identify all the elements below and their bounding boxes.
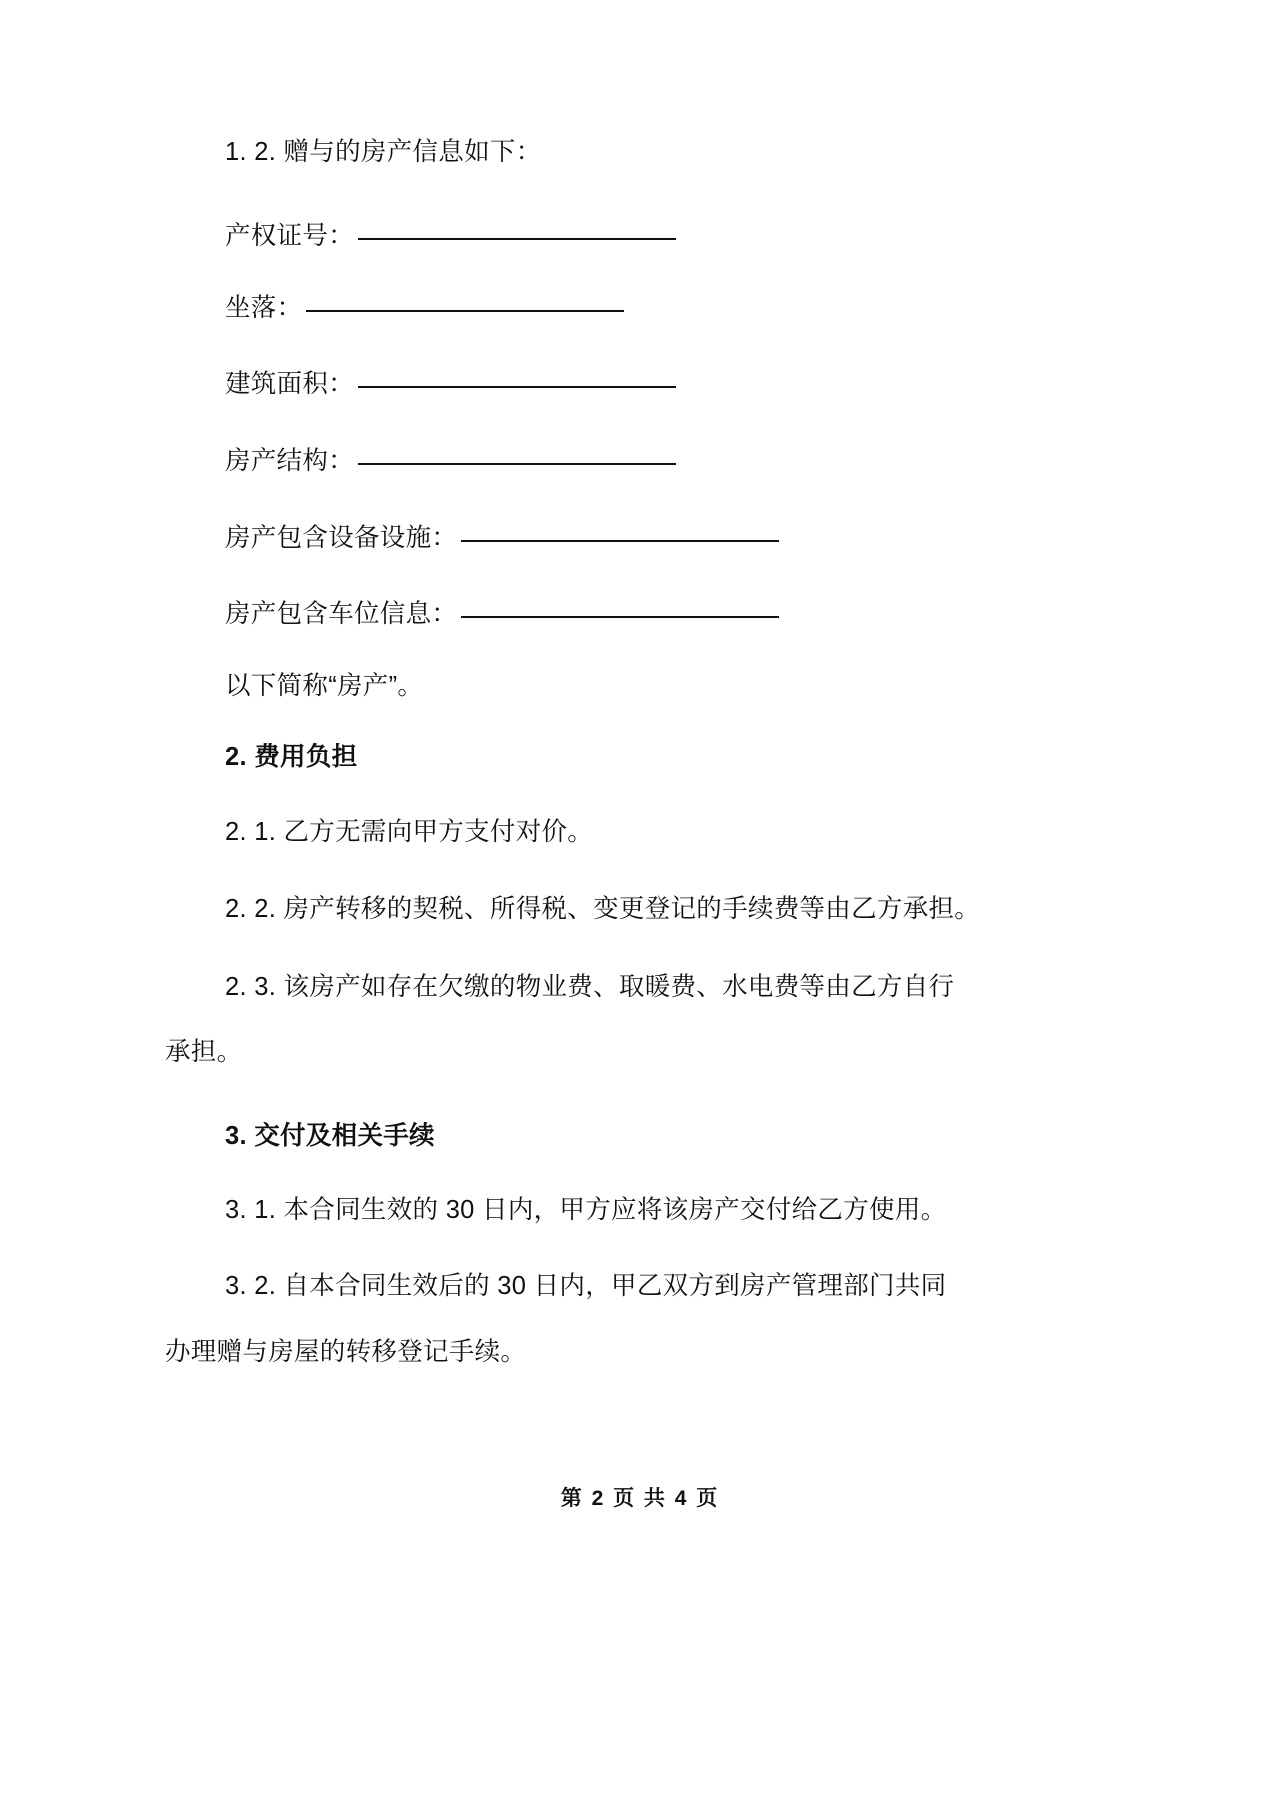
field-label: 坐落： [225, 294, 303, 322]
clause-1-2-heading [165, 140, 542, 166]
field-included-parking [165, 602, 779, 628]
clause-3-2-continuation-text: 办理赠与房屋的转移登记手续。 [165, 1338, 527, 1366]
field-included-equipment [165, 526, 779, 552]
clause-2-3-text: 2. 3. 该房产如存在欠缴的物业费、取暖费、水电费等由乙方自行 [225, 973, 955, 1001]
clause-2-2-text: 2. 2. 房产转移的契税、所得税、变更登记的手续费等由乙方承担。 [225, 895, 981, 923]
field-property-certificate-number [165, 224, 676, 250]
clause-1-2-heading-text: 1. 2. 赠与的房产信息如下： [225, 138, 542, 166]
field-blank-line[interactable] [461, 616, 779, 618]
section-3-heading-text: 3. 交付及相关手续 [225, 1122, 435, 1150]
clause-2-2 [165, 897, 980, 923]
page-number-label: 第 2 页 共 4 页 [560, 1487, 720, 1510]
field-blank-line[interactable] [358, 463, 676, 465]
clause-2-3-continuation [165, 1040, 242, 1066]
field-label: 建筑面积： [225, 370, 355, 398]
clause-2-3-continuation-text: 承担。 [165, 1038, 243, 1066]
clause-2-1-text: 2. 1. 乙方无需向甲方支付对价。 [225, 818, 594, 846]
field-location [165, 296, 624, 322]
field-label: 产权证号： [225, 222, 355, 250]
field-label: 房产包含设备设施： [225, 524, 458, 552]
field-blank-line[interactable] [461, 540, 779, 542]
clause-3-1 [165, 1198, 946, 1224]
property-alias-line [165, 674, 423, 700]
field-blank-line[interactable] [306, 310, 624, 312]
section-3-heading [165, 1124, 435, 1150]
page-footer [0, 1482, 1280, 1512]
field-building-area [165, 372, 676, 398]
field-property-structure [165, 449, 676, 475]
clause-2-1 [165, 820, 593, 846]
field-blank-line[interactable] [358, 386, 676, 388]
clause-3-1-text: 3. 1. 本合同生效的 30 日内，甲方应将该房产交付给乙方使用。 [225, 1196, 947, 1224]
section-2-heading [165, 745, 357, 771]
clause-3-2 [165, 1274, 946, 1300]
field-label: 房产结构： [225, 447, 355, 475]
section-2-heading-text: 2. 费用负担 [225, 743, 358, 771]
clause-2-3 [165, 975, 954, 1001]
property-alias-text: 以下简称“房产”。 [225, 672, 424, 700]
clause-3-2-continuation [165, 1340, 526, 1366]
clause-3-2-text: 3. 2. 自本合同生效后的 30 日内，甲乙双方到房产管理部门共同 [225, 1272, 947, 1300]
field-blank-line[interactable] [358, 238, 676, 240]
field-label: 房产包含车位信息： [225, 600, 458, 628]
